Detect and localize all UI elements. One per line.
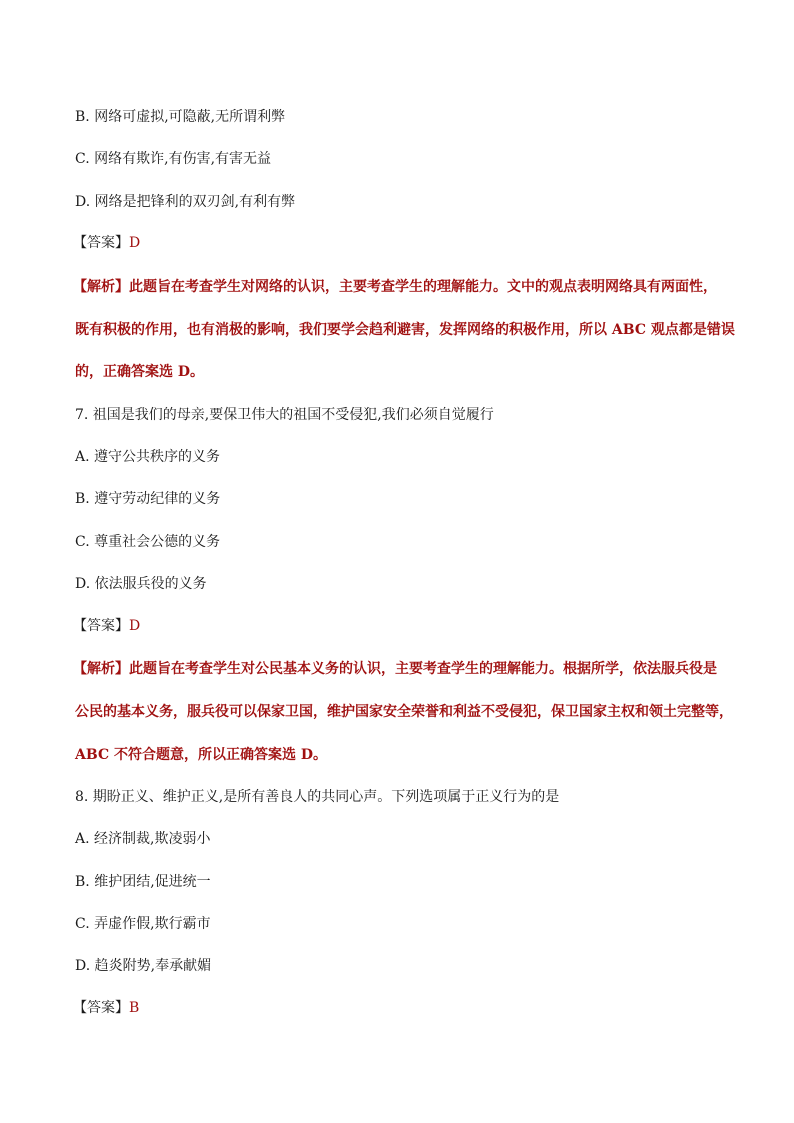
answer-value: B: [129, 1000, 140, 1016]
q7-option-b: B. 遵守劳动纪律的义务: [75, 491, 221, 507]
q7-option-a: A. 遵守公共秩序的义务: [75, 449, 221, 465]
q6-analysis-line-3: 的，正确答案选 D。: [75, 364, 205, 380]
q8-option-b: B. 维护团结,促进统一: [75, 874, 211, 890]
q7-analysis-line-2: 公民的基本义务，服兵役可以保家卫国，维护国家安全荣誉和利益不受侵犯，保卫国家主权和领土完整等，: [75, 704, 733, 720]
q7-analysis-line-3: ABC 不符合题意，所以正确答案选 D。: [75, 747, 327, 763]
q6-analysis-line-1: 【解析】此题旨在考查学生对网络的认识，主要考查学生的理解能力。文中的观点表明网络具有两面性，: [73, 279, 717, 295]
q6-option-c: C. 网络有欺诈,有伤害,有害无益: [75, 151, 272, 167]
answer-value: D: [129, 235, 141, 251]
q7-stem: 7. 祖国是我们的母亲,要保卫伟大的祖国不受侵犯,我们必须自觉履行: [75, 407, 494, 423]
answer-value: D: [129, 618, 141, 634]
q7-option-c: C. 尊重社会公德的义务: [75, 534, 221, 550]
answer-tag: 【答案】: [73, 235, 129, 251]
q8-option-d: D. 趋炎附势,奉承献媚: [75, 958, 212, 974]
q7-option-d: D. 依法服兵役的义务: [75, 576, 207, 592]
q8-answer: [73, 998, 139, 1018]
q6-analysis-line-2: 既有积极的作用，也有消极的影响，我们要学会趋利避害，发挥网络的积极作用，所以 ABC 观点都是错误: [75, 322, 735, 338]
analysis-tag: 【解析】: [73, 279, 129, 295]
q8-option-a: A. 经济制裁,欺凌弱小: [75, 831, 211, 847]
q7-answer: [73, 616, 140, 636]
q6-answer: [73, 233, 140, 253]
q8-option-c: C. 弄虚作假,欺行霸市: [75, 916, 211, 932]
answer-tag: 【答案】: [73, 618, 129, 634]
analysis-tag: 【解析】: [73, 661, 129, 677]
q6-option-b: B. 网络可虚拟,可隐蔽,无所谓利弊: [75, 109, 286, 125]
q7-analysis-line-1: 【解析】此题旨在考查学生对公民基本义务的认识，主要考查学生的理解能力。根据所学，依法服兵役是: [73, 661, 717, 677]
q6-option-d: D. 网络是把锋利的双刃剑,有利有弊: [75, 194, 296, 210]
answer-tag: 【答案】: [73, 1000, 129, 1016]
q8-stem: 8. 期盼正义、维护正义,是所有善良人的共同心声。下列选项属于正义行为的是: [75, 789, 560, 805]
